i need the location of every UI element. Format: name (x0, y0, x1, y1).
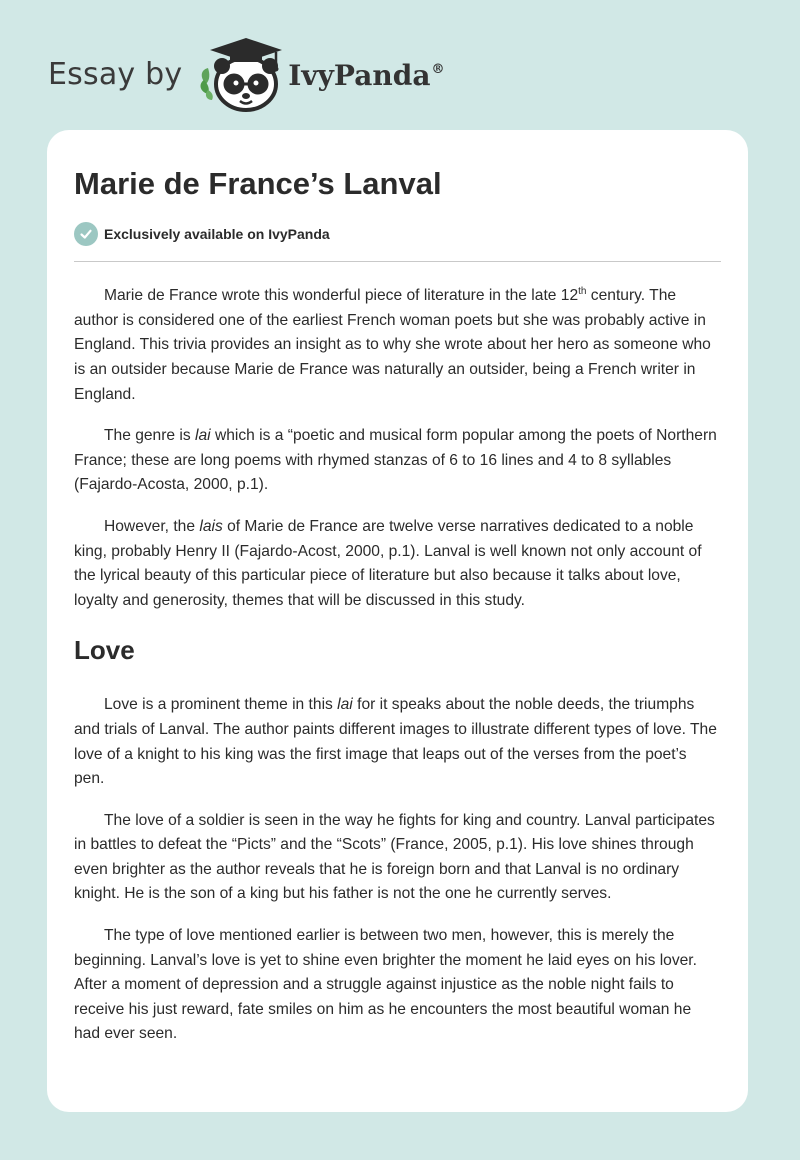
paragraph-4-text-b: for it speaks about the noble deeds, the triumphs and trials of Lanval. The author paints different images to illustrate different types of love. The love of a knight to his king was the first image that leaps out of the verses from the poet’s pen. (74, 696, 717, 788)
paragraph-4 (74, 693, 721, 791)
paragraph-3 (74, 515, 721, 613)
paragraph-1-text-b: century. The author is considered one of the earliest French woman poets but she was probably active in England. This trivia provides an insight as to why she wrote about her hero as someone who is an outsider because Marie de France was naturally an outsider, being a French writer in England. (74, 287, 711, 403)
exclusive-badge-text: Exclusively available on IvyPanda (104, 226, 330, 242)
check-circle-icon (74, 222, 98, 246)
paragraph-4-text-a: Love is a prominent theme in this (104, 696, 338, 714)
registered-mark: ® (431, 61, 445, 77)
essay-title: Marie de France’s Lanval (74, 166, 442, 201)
paragraph-1-text-a: Marie de France wrote this wonderful piece of literature in the late 12 (104, 287, 579, 305)
exclusive-badge (74, 222, 721, 246)
paragraph-3-text-b: of Marie de France are twelve verse narratives dedicated to a noble king, probably Henry II (Fajardo-Acost, 2000, p.1). Lanval is well known not only account of the lyrical beauty of this particular piece of literature but also because it talks about love, loyalty and generosity, themes that will be discussed in this study. (74, 517, 702, 609)
paragraph-5: The love of a soldier is seen in the way he fights for king and country. Lanval participates in battles to defeat the “Picts” and the “Scots” (France, 2005, p.1). His love shines through even brighter as the author reveals that he is foreign born and that Lanval is no ordinary knight. He is the son of a king but his father is not the one he currently serves. (74, 811, 715, 903)
site-header (48, 34, 444, 114)
paragraph-1-superscript: th (578, 286, 587, 297)
paragraph-1 (74, 280, 721, 407)
essay-by-label: Essay by (48, 56, 183, 92)
section-heading-love: Love (74, 635, 135, 666)
divider (74, 261, 721, 262)
brand-name[interactable] (288, 59, 444, 92)
paragraph-3-emphasis: lais (199, 517, 223, 535)
panda-logo-icon[interactable] (196, 34, 286, 114)
paragraph-3-text-a: However, the (104, 517, 200, 535)
paragraph-2-text-a: The genre is (104, 427, 196, 445)
essay-card (47, 130, 748, 1112)
paragraph-4-emphasis: lai (337, 696, 353, 714)
paragraph-2-emphasis: lai (195, 427, 211, 445)
paragraph-2-text-b: which is a “poetic and musical form popular among the poets of Northern France; these are long poems with rhymed stanzas of 6 to 16 lines and 4 to 8 syllables (Fajardo-Acosta, 2000, p.1). (74, 427, 717, 494)
paragraph-2 (74, 424, 721, 498)
brand-name-text: IvyPanda (288, 58, 431, 92)
paragraph-6: The type of love mentioned earlier is between two men, however, this is merely the beginning. Lanval’s love is yet to shine even brighter the moment he laid eyes on his lover. After a moment of depression and a struggle against injustice as the noble night fails to receive his just reward, fate smiles on him as he encounters the most beautiful woman he had ever seen. (74, 927, 697, 1043)
